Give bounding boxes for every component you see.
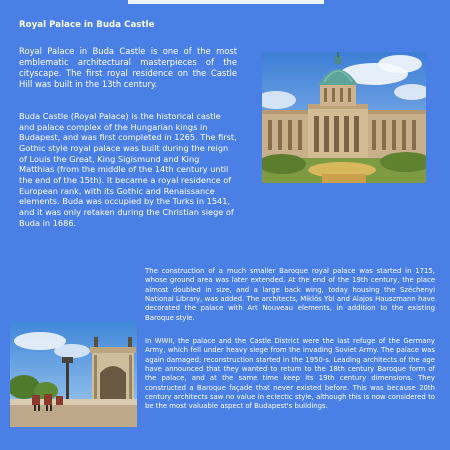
palace-gate-photo <box>10 321 137 427</box>
top-tab-strip <box>128 0 324 4</box>
palace-dome-photo <box>262 52 426 183</box>
article-title: Royal Palace in Buda Castle <box>19 20 155 30</box>
paragraph-history: Buda Castle (Royal Palace) is the historical castle and palace complex of the Hungarian kings in Budapest, and was first completed in 1265. The first, Gothic style royal palace was built during the reign of Louis the Great, King Sigismund and King Matthias (from the middle of the 14th century until the end of the 15th). It became a royal residence of European rank, with its Gothic and Renaissance elements. Buda was occupied by the Turks in 1541, and it was only retaken during the Christian siege of Buda in 1686. <box>19 111 237 228</box>
paragraph-wwii: In WWII, the palace and the Castle District were the last refuge of the Germany Army, which fell under heavy siege from the invading Soviet Army. The palace was again damaged; reconstruction started in the 1950-s. Leading architects of the age have announced that they wanted to return to the 18th century Baroque form of the palace, and at the same time keep its 19th century dimensions. They constructed a Baroque façade that never existed before. This was because 20th century architects saw no value in eclectic style, although this is now considered to be the most valuable aspect of Budapest's buildings. <box>145 337 435 411</box>
paragraph-intro: Royal Palace in Buda Castle is one of the most emblematic architectural masterpieces of the cityscape. The first royal residence on the Castle Hill was built in the 13th century. <box>19 46 237 89</box>
paragraph-baroque: The construction of a much smaller Baroque royal palace was started in 1715, whose ground area was later extended. At the end of the 19th century, the place almost doubled in size, and a large back wing, today housing the Széchenyi National Library, was added. The architects, Miklós Ybl and Alajos Hauszmann have decorated the palace with Art Nouveau elements, in addition to the existing Baroque style. <box>145 267 435 322</box>
